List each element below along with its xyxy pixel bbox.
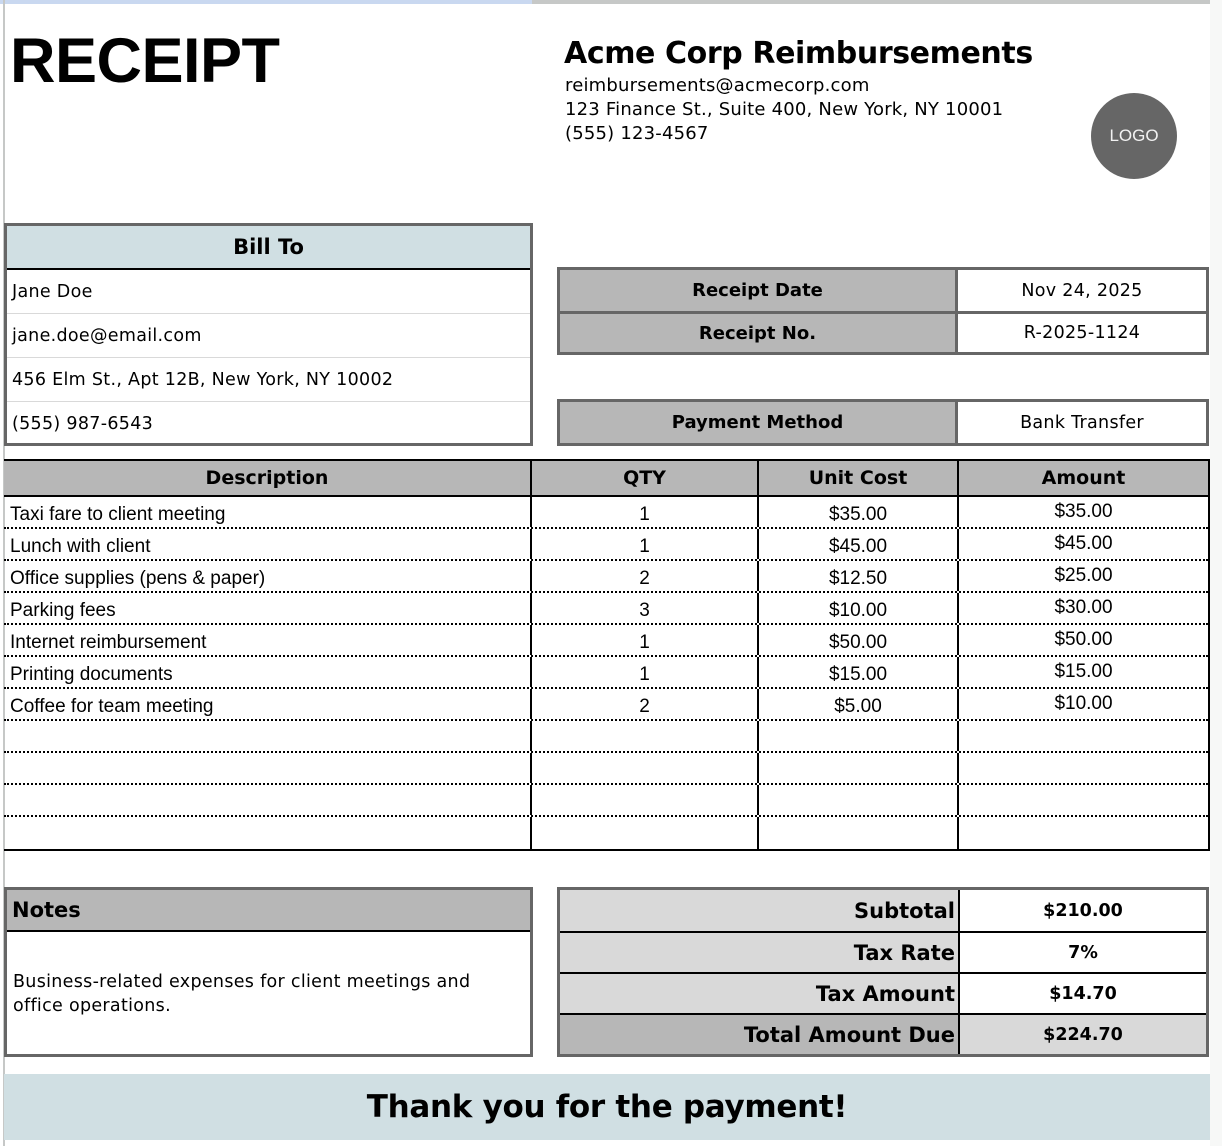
item-amount[interactable] (959, 817, 1208, 849)
receipt-date-label: Receipt Date (560, 270, 958, 311)
item-unit-cost[interactable] (759, 785, 959, 815)
item-description[interactable] (4, 817, 532, 849)
table-row (4, 689, 1208, 721)
receipt-info-table (557, 267, 1209, 355)
item-qty[interactable]: 3 (532, 593, 759, 623)
payment-method-table (557, 399, 1209, 446)
table-row-empty (4, 753, 1208, 785)
table-row (4, 593, 1208, 625)
table-row-empty (4, 817, 1208, 849)
item-description[interactable]: Coffee for team meeting (4, 689, 532, 719)
table-row-empty (4, 785, 1208, 817)
item-description[interactable]: Taxi fare to client meeting (4, 497, 532, 527)
tax-amount-label: Tax Amount (560, 974, 960, 1013)
item-unit-cost[interactable]: $5.00 (759, 689, 959, 719)
bill-to-section (4, 223, 533, 446)
item-description[interactable] (4, 785, 532, 815)
item-description[interactable]: Parking fees (4, 593, 532, 623)
item-amount[interactable]: $50.00 (1054, 629, 1113, 650)
tax-rate-row (560, 931, 1206, 972)
sheet-grid-top (0, 0, 1210, 4)
company-phone: (555) 123-4567 (565, 123, 709, 144)
total-due-value: $224.70 (960, 1015, 1206, 1054)
line-items-header (4, 461, 1208, 497)
bill-to-address[interactable]: 456 Elm St., Apt 12B, New York, NY 10002 (7, 358, 530, 402)
item-qty[interactable] (532, 721, 759, 751)
item-unit-cost[interactable]: $12.50 (759, 561, 959, 591)
payment-method-label: Payment Method (560, 402, 958, 443)
subtotal-label: Subtotal (560, 890, 960, 931)
tax-rate-value[interactable]: 7% (960, 933, 1206, 972)
totals-table (557, 887, 1209, 1057)
item-unit-cost[interactable] (759, 817, 959, 849)
item-qty[interactable] (532, 817, 759, 849)
total-due-label: Total Amount Due (560, 1015, 960, 1054)
item-unit-cost[interactable]: $10.00 (759, 593, 959, 623)
bill-to-phone[interactable]: (555) 987-6543 (12, 414, 154, 434)
table-row (4, 561, 1208, 593)
logo-label: LOGO (1109, 126, 1159, 145)
bill-to-name[interactable]: Jane Doe (7, 270, 530, 314)
table-row (4, 625, 1208, 657)
item-amount[interactable]: $35.00 (1054, 501, 1113, 522)
receipt-date-row (560, 270, 1206, 311)
item-qty[interactable]: 2 (532, 689, 759, 719)
receipt-number-row (560, 311, 1206, 352)
item-qty[interactable] (532, 753, 759, 783)
table-row (4, 529, 1208, 561)
payment-method-value[interactable]: Bank Transfer (958, 402, 1206, 443)
item-qty[interactable]: 1 (532, 657, 759, 687)
column-header-description: Description (4, 461, 532, 495)
bill-to-heading: Bill To (7, 226, 530, 270)
item-amount[interactable]: $25.00 (1054, 565, 1113, 586)
item-description[interactable]: Lunch with client (4, 529, 532, 559)
item-amount[interactable] (959, 721, 1208, 751)
receipt-number-value[interactable]: R-2025-1124 (958, 314, 1206, 352)
subtotal-value: $210.00 (960, 890, 1206, 931)
tax-amount-row (560, 972, 1206, 1013)
tax-amount-value: $14.70 (960, 974, 1206, 1013)
item-qty[interactable] (532, 785, 759, 815)
item-amount[interactable]: $10.00 (1054, 693, 1113, 714)
item-description[interactable] (4, 721, 532, 751)
item-unit-cost[interactable] (759, 753, 959, 783)
table-row (4, 657, 1208, 689)
sheet-selection-highlight (0, 0, 532, 4)
item-unit-cost[interactable]: $45.00 (759, 529, 959, 559)
subtotal-row (560, 890, 1206, 931)
thank-you-message: Thank you for the payment! (366, 1089, 848, 1125)
item-amount[interactable]: $30.00 (1054, 597, 1113, 618)
line-items-table (4, 459, 1210, 851)
item-unit-cost[interactable]: $50.00 (759, 625, 959, 655)
company-address: 123 Finance St., Suite 400, New York, NY 10001 (565, 99, 1004, 120)
item-description[interactable] (4, 753, 532, 783)
item-description[interactable]: Internet reimbursement (4, 625, 532, 655)
logo-placeholder (1091, 93, 1177, 179)
tax-rate-label: Tax Rate (560, 933, 960, 972)
item-amount[interactable] (959, 785, 1208, 815)
item-qty[interactable]: 2 (532, 561, 759, 591)
item-qty[interactable]: 1 (532, 497, 759, 527)
sheet-margin-right (1210, 0, 1222, 1146)
table-row-empty (4, 721, 1208, 753)
item-qty[interactable]: 1 (532, 625, 759, 655)
payment-method-row (560, 402, 1206, 443)
item-unit-cost[interactable] (759, 721, 959, 751)
total-due-row (560, 1013, 1206, 1054)
notes-section (4, 887, 533, 1057)
receipt-title: RECEIPT (10, 26, 280, 96)
column-header-qty: QTY (532, 461, 759, 495)
item-qty[interactable]: 1 (532, 529, 759, 559)
column-header-unit-cost: Unit Cost (759, 461, 959, 495)
item-unit-cost[interactable]: $15.00 (759, 657, 959, 687)
item-amount[interactable] (959, 753, 1208, 783)
thank-you-banner (4, 1074, 1210, 1140)
notes-text[interactable]: Business-related expenses for client meetings and office operations. (13, 972, 471, 1016)
item-amount[interactable]: $15.00 (1054, 661, 1113, 682)
receipt-date-value[interactable]: Nov 24, 2025 (958, 270, 1206, 311)
receipt-number-label: Receipt No. (560, 314, 958, 352)
item-description[interactable]: Printing documents (4, 657, 532, 687)
item-description[interactable]: Office supplies (pens & paper) (4, 561, 532, 591)
company-name: Acme Corp Reimbursements (564, 36, 1033, 71)
notes-heading: Notes (7, 890, 530, 932)
table-row (4, 497, 1208, 529)
column-header-amount: Amount (1041, 467, 1126, 489)
item-unit-cost[interactable]: $35.00 (759, 497, 959, 527)
company-email: reimbursements@acmecorp.com (565, 75, 870, 96)
item-amount[interactable]: $45.00 (1054, 533, 1113, 554)
bill-to-email[interactable]: jane.doe@email.com (7, 314, 530, 358)
